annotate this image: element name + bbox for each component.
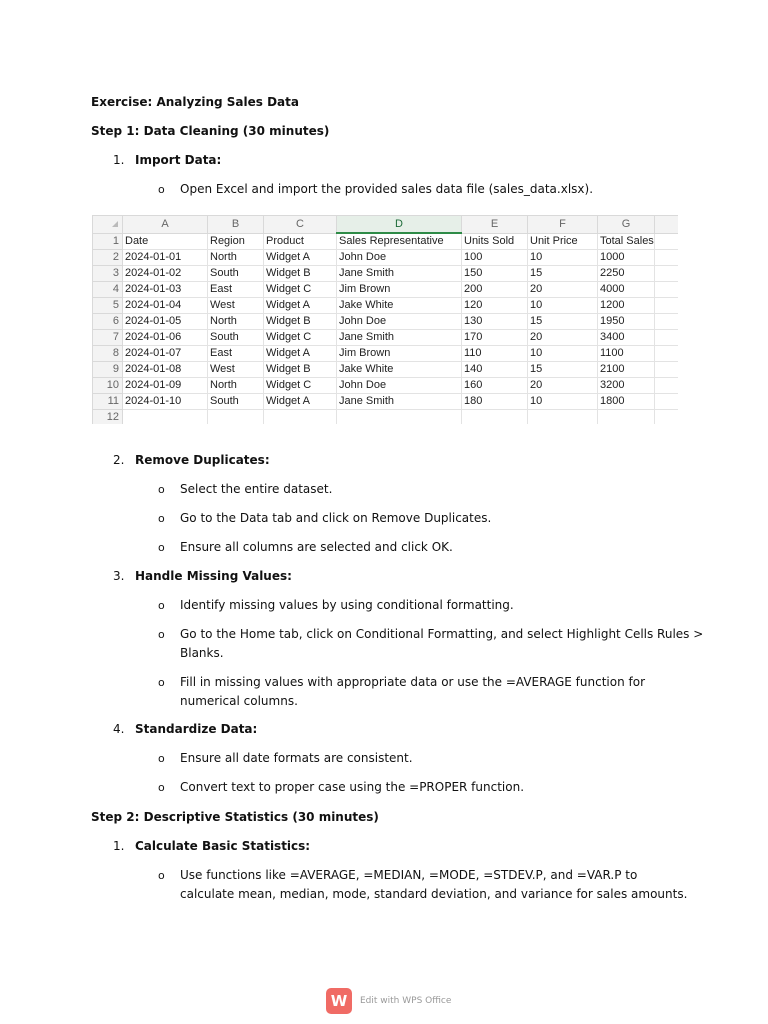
table-cell: Widget C bbox=[264, 330, 337, 346]
bullet-item bbox=[158, 673, 645, 692]
table-cell: East bbox=[208, 346, 264, 362]
table-cell: 15 bbox=[528, 266, 598, 282]
bullet-item bbox=[158, 778, 524, 797]
table-cell: 160 bbox=[462, 378, 528, 394]
table-cell: Widget A bbox=[264, 394, 337, 410]
sales-data-table bbox=[92, 215, 678, 424]
step1-heading: Step 1: Data Cleaning (30 minutes) bbox=[91, 124, 330, 138]
row-number: 10 bbox=[93, 378, 123, 394]
table-cell: Jane Smith bbox=[337, 394, 462, 410]
table-cell: 15 bbox=[528, 314, 598, 330]
bullet-item bbox=[158, 538, 453, 557]
list-number: 1. bbox=[113, 839, 125, 853]
table-cell: 140 bbox=[462, 362, 528, 378]
table-cell: Widget A bbox=[264, 298, 337, 314]
bullet-item bbox=[158, 866, 637, 885]
empty-cell bbox=[655, 330, 679, 346]
exercise-title: Exercise: Analyzing Sales Data bbox=[91, 95, 299, 109]
bullet-item bbox=[158, 480, 332, 499]
empty-cell bbox=[655, 378, 679, 394]
list-number: 2. bbox=[113, 453, 125, 467]
select-all-corner bbox=[93, 216, 123, 234]
row-number: 11 bbox=[93, 394, 123, 410]
table-cell: 2024-01-06 bbox=[123, 330, 208, 346]
bullet-marker: o bbox=[158, 483, 165, 496]
bullet-text: Go to the Data tab and click on Remove Duplicates. bbox=[180, 511, 492, 525]
empty-cell bbox=[528, 410, 598, 425]
column-header-a: A bbox=[123, 216, 208, 234]
table-row bbox=[93, 362, 679, 378]
table-cell: 2024-01-10 bbox=[123, 394, 208, 410]
bullet-marker: o bbox=[158, 869, 165, 882]
bullet-text-continued: calculate mean, median, mode, standard deviation, and variance for sales amounts. bbox=[180, 887, 688, 901]
list-label: Standardize Data: bbox=[135, 722, 258, 736]
list-item-standardize-data bbox=[113, 720, 257, 739]
list-item-handle-missing-values bbox=[113, 567, 292, 586]
table-cell: 20 bbox=[528, 330, 598, 346]
bullet-item bbox=[158, 180, 593, 199]
bullet-item bbox=[158, 749, 413, 768]
table-cell: 4000 bbox=[598, 282, 655, 298]
table-cell: 10 bbox=[528, 298, 598, 314]
bullet-marker: o bbox=[158, 676, 165, 689]
empty-cell bbox=[264, 410, 337, 425]
table-body bbox=[93, 250, 679, 425]
column-header-g: G bbox=[598, 216, 655, 234]
bullet-text: Fill in missing values with appropriate data or use the =AVERAGE function for bbox=[180, 675, 646, 689]
table-row bbox=[93, 298, 679, 314]
table-row bbox=[93, 250, 679, 266]
table-cell: 110 bbox=[462, 346, 528, 362]
table-cell: Widget A bbox=[264, 250, 337, 266]
table-cell: Widget B bbox=[264, 266, 337, 282]
bullet-marker: o bbox=[158, 628, 165, 641]
table-cell: 170 bbox=[462, 330, 528, 346]
empty-cell bbox=[655, 298, 679, 314]
empty-cell bbox=[598, 410, 655, 425]
row-number: 9 bbox=[93, 362, 123, 378]
header-cell: Product bbox=[264, 233, 337, 250]
table-cell: North bbox=[208, 314, 264, 330]
bullet-marker: o bbox=[158, 599, 165, 612]
empty-cell bbox=[655, 266, 679, 282]
table-cell: East bbox=[208, 282, 264, 298]
empty-cell bbox=[337, 410, 462, 425]
table-cell: 15 bbox=[528, 362, 598, 378]
column-header-e: E bbox=[462, 216, 528, 234]
column-header-b: B bbox=[208, 216, 264, 234]
bullet-marker: o bbox=[158, 183, 165, 196]
table-cell: 2024-01-01 bbox=[123, 250, 208, 266]
table-cell: Jim Brown bbox=[337, 282, 462, 298]
bullet-item bbox=[158, 509, 491, 528]
column-header-d: D bbox=[337, 216, 462, 234]
list-label: Remove Duplicates: bbox=[135, 453, 270, 467]
table-cell: South bbox=[208, 330, 264, 346]
table-cell: 1800 bbox=[598, 394, 655, 410]
empty-cell bbox=[655, 362, 679, 378]
bullet-item bbox=[158, 625, 703, 644]
row-number: 2 bbox=[93, 250, 123, 266]
table-cell: 2024-01-09 bbox=[123, 378, 208, 394]
table-cell: 1000 bbox=[598, 250, 655, 266]
list-number: 3. bbox=[113, 569, 125, 583]
table-row bbox=[93, 330, 679, 346]
row-number: 4 bbox=[93, 282, 123, 298]
list-item-calculate-basic-statistics bbox=[113, 837, 310, 856]
table-cell: 2100 bbox=[598, 362, 655, 378]
bullet-text: Select the entire dataset. bbox=[180, 482, 333, 496]
header-cell: Date bbox=[123, 233, 208, 250]
table-cell: West bbox=[208, 298, 264, 314]
bullet-text: Convert text to proper case using the =PROPER function. bbox=[180, 780, 525, 794]
header-cell: Units Sold bbox=[462, 233, 528, 250]
table-cell: 2024-01-05 bbox=[123, 314, 208, 330]
table-cell: 130 bbox=[462, 314, 528, 330]
table-cell: 3400 bbox=[598, 330, 655, 346]
table-row bbox=[93, 314, 679, 330]
bullet-marker: o bbox=[158, 512, 165, 525]
table-cell: Jake White bbox=[337, 362, 462, 378]
bullet-marker: o bbox=[158, 541, 165, 554]
column-header-row bbox=[93, 216, 679, 234]
table-cell: John Doe bbox=[337, 378, 462, 394]
table-cell: 10 bbox=[528, 250, 598, 266]
table-row bbox=[93, 346, 679, 362]
table-cell: 2250 bbox=[598, 266, 655, 282]
list-label: Handle Missing Values: bbox=[135, 569, 292, 583]
header-cell: Region bbox=[208, 233, 264, 250]
table-cell: North bbox=[208, 378, 264, 394]
table-cell: John Doe bbox=[337, 250, 462, 266]
row-number: 6 bbox=[93, 314, 123, 330]
table-cell: Widget C bbox=[264, 282, 337, 298]
empty-cell bbox=[655, 394, 679, 410]
table-cell: Jim Brown bbox=[337, 346, 462, 362]
table-row bbox=[93, 394, 679, 410]
list-item-remove-duplicates bbox=[113, 451, 270, 470]
row-number: 8 bbox=[93, 346, 123, 362]
table-cell: 100 bbox=[462, 250, 528, 266]
row-number: 1 bbox=[93, 233, 123, 250]
empty-cell bbox=[655, 346, 679, 362]
empty-cell bbox=[655, 410, 679, 425]
header-cell: Total Sales bbox=[598, 233, 655, 250]
table-cell: North bbox=[208, 250, 264, 266]
empty-cell bbox=[462, 410, 528, 425]
empty-cell bbox=[655, 233, 679, 250]
table-cell: Jake White bbox=[337, 298, 462, 314]
header-cell: Sales Representative bbox=[337, 233, 462, 250]
table-cell: Widget B bbox=[264, 362, 337, 378]
bullet-text: Use functions like =AVERAGE, =MEDIAN, =MODE, =STDEV.P, and =VAR.P to bbox=[180, 868, 638, 882]
table-cell: South bbox=[208, 266, 264, 282]
table-cell: 2024-01-07 bbox=[123, 346, 208, 362]
table-row bbox=[93, 378, 679, 394]
table-cell: 120 bbox=[462, 298, 528, 314]
table-cell: Widget C bbox=[264, 378, 337, 394]
column-header-f: F bbox=[528, 216, 598, 234]
spreadsheet-image bbox=[92, 215, 678, 424]
table-row bbox=[93, 282, 679, 298]
bullet-marker: o bbox=[158, 752, 165, 765]
table-cell: 10 bbox=[528, 394, 598, 410]
list-label: Import Data: bbox=[135, 153, 222, 167]
table-cell: Widget A bbox=[264, 346, 337, 362]
empty-cell bbox=[655, 250, 679, 266]
list-number: 1. bbox=[113, 153, 125, 167]
table-row bbox=[93, 266, 679, 282]
row-number: 12 bbox=[93, 410, 123, 425]
bullet-text: Open Excel and import the provided sales data file (sales_data.xlsx). bbox=[180, 182, 594, 196]
table-cell: 1200 bbox=[598, 298, 655, 314]
table-cell: 1100 bbox=[598, 346, 655, 362]
table-row bbox=[93, 410, 679, 425]
row-number: 7 bbox=[93, 330, 123, 346]
row-number: 3 bbox=[93, 266, 123, 282]
table-cell: 2024-01-02 bbox=[123, 266, 208, 282]
bullet-text: Ensure all date formats are consistent. bbox=[180, 751, 413, 765]
wps-footer[interactable] bbox=[326, 987, 451, 1015]
edit-with-wps-link[interactable]: Edit with WPS Office bbox=[360, 996, 452, 1006]
bullet-text: Identify missing values by using conditional formatting. bbox=[180, 598, 514, 612]
table-header-row bbox=[93, 233, 679, 250]
table-cell: Widget B bbox=[264, 314, 337, 330]
table-cell: West bbox=[208, 362, 264, 378]
table-cell: John Doe bbox=[337, 314, 462, 330]
table-cell: 3200 bbox=[598, 378, 655, 394]
bullet-text: Go to the Home tab, click on Conditional Formatting, and select Highlight Cells Rules > bbox=[180, 627, 704, 641]
bullet-text: Ensure all columns are selected and click OK. bbox=[180, 540, 453, 554]
table-cell: 150 bbox=[462, 266, 528, 282]
header-cell: Unit Price bbox=[528, 233, 598, 250]
table-cell: 1950 bbox=[598, 314, 655, 330]
bullet-text-continued: numerical columns. bbox=[180, 694, 298, 708]
column-header-c: C bbox=[264, 216, 337, 234]
table-cell: Jane Smith bbox=[337, 330, 462, 346]
empty-cell bbox=[208, 410, 264, 425]
list-item-import-data bbox=[113, 151, 221, 170]
table-cell: 10 bbox=[528, 346, 598, 362]
step2-heading: Step 2: Descriptive Statistics (30 minutes) bbox=[91, 810, 379, 824]
wps-logo-icon: W bbox=[326, 988, 352, 1014]
table-cell: 2024-01-08 bbox=[123, 362, 208, 378]
bullet-item bbox=[158, 596, 514, 615]
table-cell: Jane Smith bbox=[337, 266, 462, 282]
empty-cell bbox=[655, 282, 679, 298]
table-cell: 20 bbox=[528, 282, 598, 298]
bullet-marker: o bbox=[158, 781, 165, 794]
list-number: 4. bbox=[113, 722, 125, 736]
list-label: Calculate Basic Statistics: bbox=[135, 839, 311, 853]
table-cell: 2024-01-04 bbox=[123, 298, 208, 314]
table-cell: 2024-01-03 bbox=[123, 282, 208, 298]
row-number: 5 bbox=[93, 298, 123, 314]
table-cell: South bbox=[208, 394, 264, 410]
bullet-text-continued: Blanks. bbox=[180, 646, 224, 660]
table-cell: 180 bbox=[462, 394, 528, 410]
table-cell: 200 bbox=[462, 282, 528, 298]
empty-cell bbox=[123, 410, 208, 425]
table-cell: 20 bbox=[528, 378, 598, 394]
empty-cell bbox=[655, 314, 679, 330]
column-header-empty bbox=[655, 216, 679, 234]
